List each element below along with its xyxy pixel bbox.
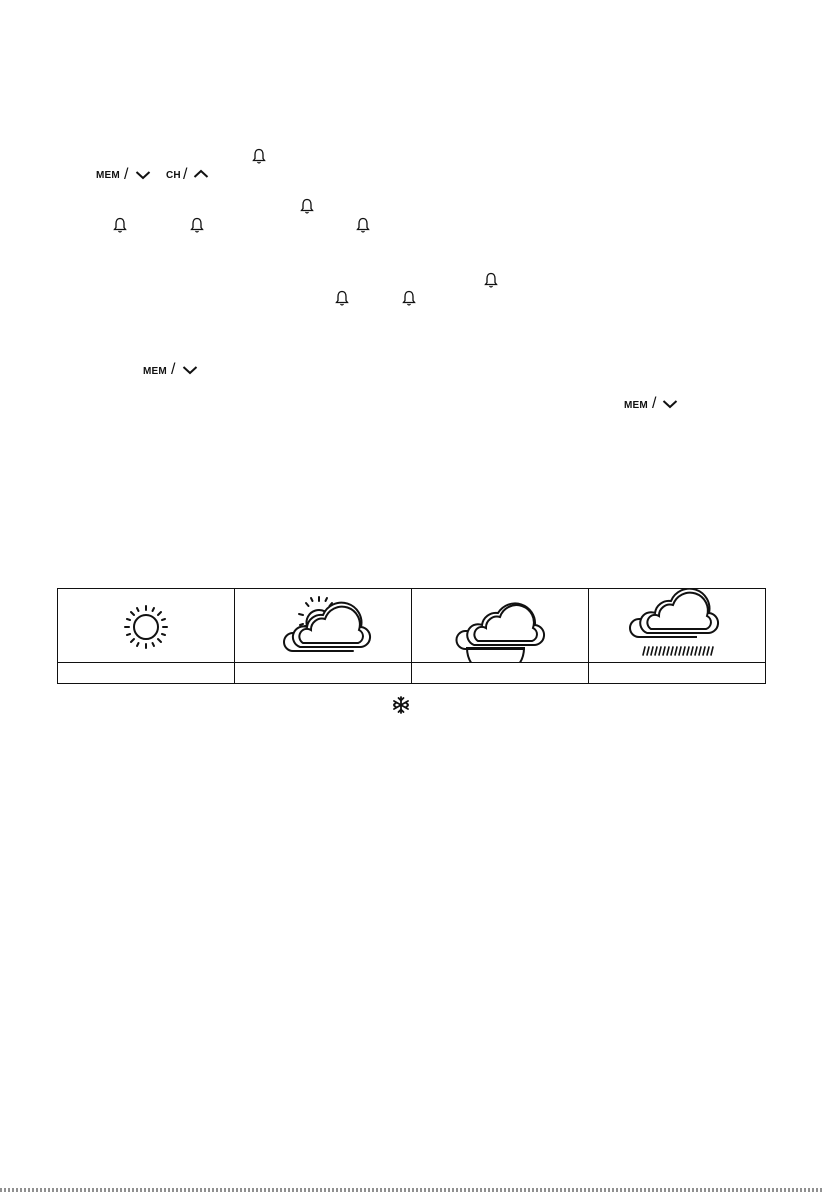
bell-icon [356,217,370,234]
bell-icon [335,290,349,307]
forecast-caption [412,663,589,683]
bell-icon [484,272,498,289]
chevron-down-icon [135,170,151,180]
chevron-down-icon [182,365,198,375]
chevron-down-icon [662,399,678,409]
partly-cloudy-icon [235,589,412,663]
forecast-caption [235,663,412,683]
slash-separator: / [183,166,188,183]
cloudy-icon [412,589,589,663]
slash-separator: / [652,395,657,412]
slash-separator: / [171,361,176,378]
forecast-cell-rainy [589,589,765,663]
forecast-cell-cloudy [412,589,589,663]
forecast-caption [58,663,235,683]
page-bottom-edge [0,1188,823,1192]
bell-icon [113,217,127,234]
mem-label: MEM [624,400,648,411]
rain-icon [589,589,765,663]
forecast-icon-table [57,588,766,684]
bell-icon [300,198,314,215]
sun-icon [58,589,235,663]
forecast-cell-partly-cloudy [235,589,412,663]
mem-label: MEM [96,170,120,181]
snowflake-icon [392,696,410,714]
slash-separator: / [124,166,129,183]
chevron-up-icon [193,169,209,179]
bell-icon [402,290,416,307]
forecast-caption [589,663,765,683]
mem-label: MEM [143,366,167,377]
bell-icon [252,148,266,165]
forecast-cell-sunny [58,589,235,663]
bell-icon [190,217,204,234]
ch-label: CH [166,170,181,181]
